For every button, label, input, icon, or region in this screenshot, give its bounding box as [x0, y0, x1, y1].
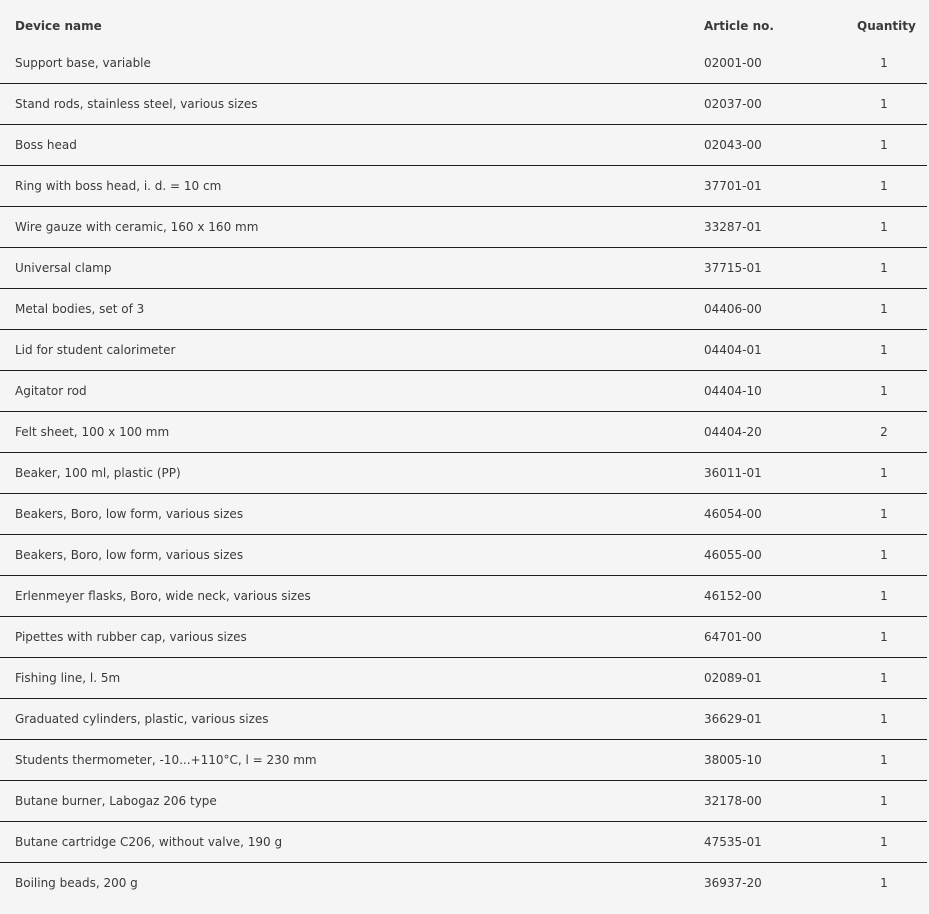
table-body: [0, 43, 927, 903]
header-device-name: Device name: [15, 19, 102, 33]
device-name-cell: Fishing line, l. 5m: [15, 671, 121, 685]
device-name-cell: Boss head: [15, 138, 77, 152]
article-no-cell: 37701-01: [704, 179, 762, 193]
article-no-cell: 46152-00: [704, 589, 762, 603]
quantity-cell: 1: [880, 671, 888, 685]
device-name-cell: Pipettes with rubber cap, various sizes: [15, 630, 247, 644]
quantity-cell: 1: [880, 630, 888, 644]
header-article-no: Article no.: [704, 19, 774, 33]
quantity-cell: 1: [880, 343, 888, 357]
device-name-cell: Students thermometer, -10...+110°C, l = 230 mm: [15, 753, 317, 767]
table-row: [0, 781, 927, 822]
table-row: [0, 617, 927, 658]
table-row: [0, 248, 927, 289]
device-name-cell: Butane burner, Labogaz 206 type: [15, 794, 217, 808]
article-no-cell: 36629-01: [704, 712, 762, 726]
article-no-cell: 02089-01: [704, 671, 762, 685]
quantity-cell: 1: [880, 876, 888, 890]
table-row: [0, 494, 927, 535]
article-no-cell: 36011-01: [704, 466, 762, 480]
article-no-cell: 36937-20: [704, 876, 762, 890]
article-no-cell: 33287-01: [704, 220, 762, 234]
device-name-cell: Metal bodies, set of 3: [15, 302, 145, 316]
article-no-cell: 47535-01: [704, 835, 762, 849]
device-name-cell: Felt sheet, 100 x 100 mm: [15, 425, 170, 439]
quantity-cell: 1: [880, 302, 888, 316]
table-row: [0, 289, 927, 330]
quantity-cell: 1: [880, 384, 888, 398]
table-row: [0, 330, 927, 371]
table-row: [0, 658, 927, 699]
quantity-cell: 1: [880, 589, 888, 603]
table-row: [0, 43, 927, 84]
table-row: [0, 863, 927, 903]
quantity-cell: 1: [880, 56, 888, 70]
quantity-cell: 1: [880, 712, 888, 726]
article-no-cell: 02043-00: [704, 138, 762, 152]
device-name-cell: Wire gauze with ceramic, 160 x 160 mm: [15, 220, 259, 234]
device-name-cell: Graduated cylinders, plastic, various sizes: [15, 712, 269, 726]
device-name-cell: Beakers, Boro, low form, various sizes: [15, 507, 244, 521]
table-row: [0, 125, 927, 166]
quantity-cell: 1: [880, 466, 888, 480]
table-row: [0, 740, 927, 781]
quantity-cell: 1: [880, 220, 888, 234]
table-row: [0, 371, 927, 412]
quantity-cell: 1: [880, 97, 888, 111]
article-no-cell: 04404-20: [704, 425, 762, 439]
device-name-cell: Beakers, Boro, low form, various sizes: [15, 548, 244, 562]
table-row: [0, 166, 927, 207]
article-no-cell: 38005-10: [704, 753, 762, 767]
article-no-cell: 02001-00: [704, 56, 762, 70]
quantity-cell: 1: [880, 835, 888, 849]
device-name-cell: Stand rods, stainless steel, various sizes: [15, 97, 258, 111]
quantity-cell: 1: [880, 753, 888, 767]
quantity-cell: 1: [880, 261, 888, 275]
quantity-cell: 1: [880, 794, 888, 808]
device-name-cell: Lid for student calorimeter: [15, 343, 176, 357]
device-name-cell: Ring with boss head, i. d. = 10 cm: [15, 179, 222, 193]
device-name-cell: Beaker, 100 ml, plastic (PP): [15, 466, 181, 480]
article-no-cell: 46055-00: [704, 548, 762, 562]
device-name-cell: Universal clamp: [15, 261, 112, 275]
article-no-cell: 37715-01: [704, 261, 762, 275]
device-name-cell: Butane cartridge C206, without valve, 190 g: [15, 835, 283, 849]
article-no-cell: 46054-00: [704, 507, 762, 521]
table-header: [0, 0, 927, 43]
quantity-cell: 1: [880, 179, 888, 193]
quantity-cell: 2: [880, 425, 888, 439]
quantity-cell: 1: [880, 548, 888, 562]
article-no-cell: 32178-00: [704, 794, 762, 808]
table-row: [0, 576, 927, 617]
device-name-cell: Support base, variable: [15, 56, 151, 70]
article-no-cell: 04406-00: [704, 302, 762, 316]
quantity-cell: 1: [880, 507, 888, 521]
article-no-cell: 64701-00: [704, 630, 762, 644]
table-row: [0, 453, 927, 494]
device-name-cell: Boiling beads, 200 g: [15, 876, 138, 890]
quantity-cell: 1: [880, 138, 888, 152]
article-no-cell: 04404-01: [704, 343, 762, 357]
article-no-cell: 04404-10: [704, 384, 762, 398]
table-row: [0, 207, 927, 248]
header-quantity: Quantity: [857, 19, 916, 33]
article-no-cell: 02037-00: [704, 97, 762, 111]
table-row: [0, 699, 927, 740]
table-row: [0, 412, 927, 453]
device-name-cell: Erlenmeyer flasks, Boro, wide neck, various sizes: [15, 589, 311, 603]
table-row: [0, 84, 927, 125]
table-row: [0, 535, 927, 576]
table-row: [0, 822, 927, 863]
device-name-cell: Agitator rod: [15, 384, 87, 398]
